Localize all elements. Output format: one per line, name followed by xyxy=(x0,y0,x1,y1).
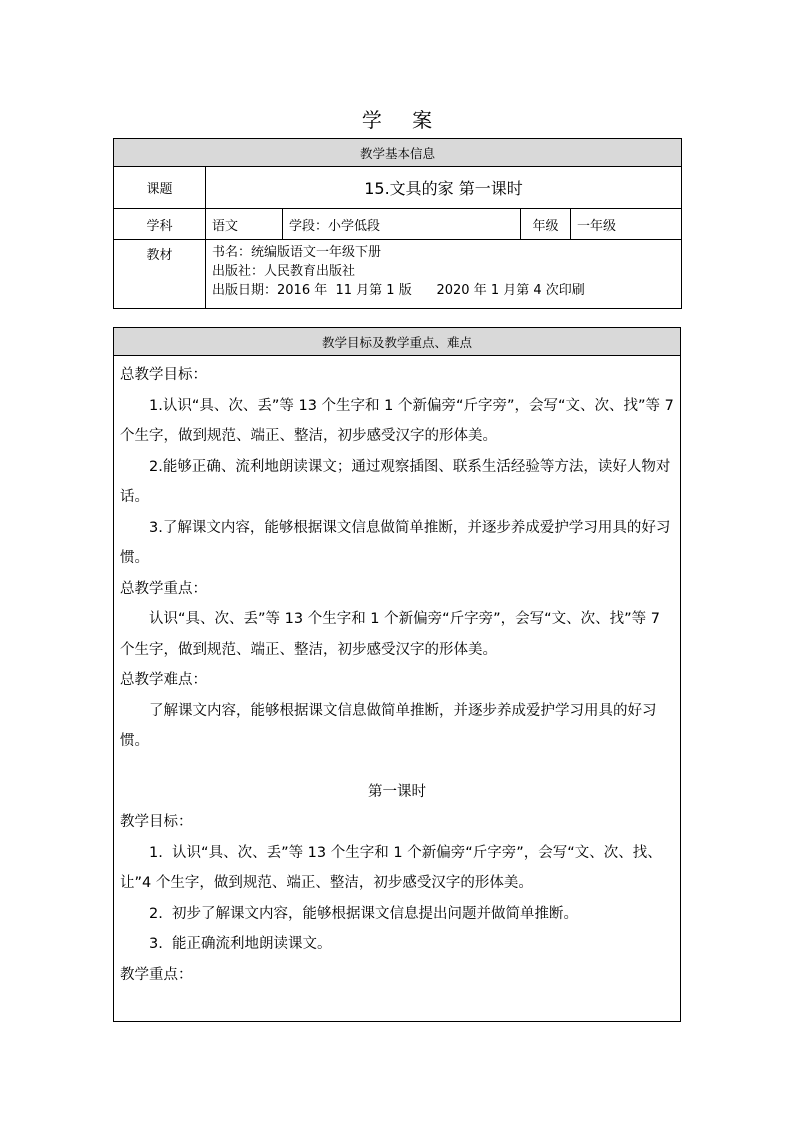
total-goal-item: 3.了解课文内容，能够根据课文信息做简单推断，并逐步养成爱护学习用具的好习惯。 xyxy=(120,519,671,566)
objectives-body xyxy=(114,356,681,1022)
lesson-heading: 第一课时 xyxy=(368,783,426,800)
lesson-goal-item: 1. 认识“具、次、丢”等 13 个生字和 1 个新偏旁“斤字旁”，会写“文、次、找、让”4 个生字，做到规范、端正、整洁，初步感受汉字的形体美。 xyxy=(120,844,662,891)
total-goal-item: 2.能够正确、流利地朗读课文；通过观察插图、联系生活经验等方法，读好人物对话。 xyxy=(120,458,671,505)
difficulty-text: 了解课文内容，能够根据课文信息做简单推断，并逐步养成爱护学习用具的好习惯。 xyxy=(120,702,657,749)
publish-date: 出版日期：2016 年 11 月第 1 版 2020 年 1 月第 4 次印刷 xyxy=(212,283,585,298)
lesson-goal-heading: 教学目标： xyxy=(120,814,193,830)
topic-label: 课题 xyxy=(114,167,206,209)
subject-label: 学科 xyxy=(114,209,206,240)
material-label: 教材 xyxy=(114,240,206,309)
grade-label: 年级 xyxy=(521,209,571,240)
stage-value: 学段：小学低段 xyxy=(283,209,521,240)
book-name: 书名：统编版语文一年级下册 xyxy=(212,245,382,260)
basic-info-table xyxy=(113,138,682,309)
key-point-heading: 总教学重点： xyxy=(120,580,207,597)
lesson-goal-item: 2. 初步了解课文内容，能够根据课文信息提出问题并做简单推断。 xyxy=(149,905,579,922)
grade-value: 一年级 xyxy=(571,209,682,240)
objectives-header: 教学目标及教学重点、难点 xyxy=(114,328,681,356)
objectives-table xyxy=(113,327,681,1022)
page-title: 学 案 xyxy=(361,108,445,132)
basic-info-header: 教学基本信息 xyxy=(114,139,682,167)
topic-value: 15.文具的家 第一课时 xyxy=(206,167,682,209)
difficulty-heading: 总教学难点： xyxy=(120,672,207,688)
total-goal-heading: 总教学目标： xyxy=(120,367,207,383)
subject-value: 语文 xyxy=(206,209,283,240)
key-point-text: 认识“具、次、丢”等 13 个生字和 1 个新偏旁“斤字旁”，会写“文、次、找”等 7 个生字，做到规范、端正、整洁，初步感受汉字的形体美。 xyxy=(120,611,661,658)
lesson-goal-item: 3. 能正确流利地朗读课文。 xyxy=(149,936,332,952)
lesson-key-heading: 教学重点： xyxy=(120,966,193,983)
material-info xyxy=(206,240,682,309)
total-goal-item: 1.认识“具、次、丢”等 13 个生字和 1 个新偏旁“斤字旁”，会写“文、次、找”等 7 个生字，做到规范、端正、整洁，初步感受汉字的形体美。 xyxy=(120,397,674,444)
publisher: 出版社：人民教育出版社 xyxy=(212,264,356,279)
